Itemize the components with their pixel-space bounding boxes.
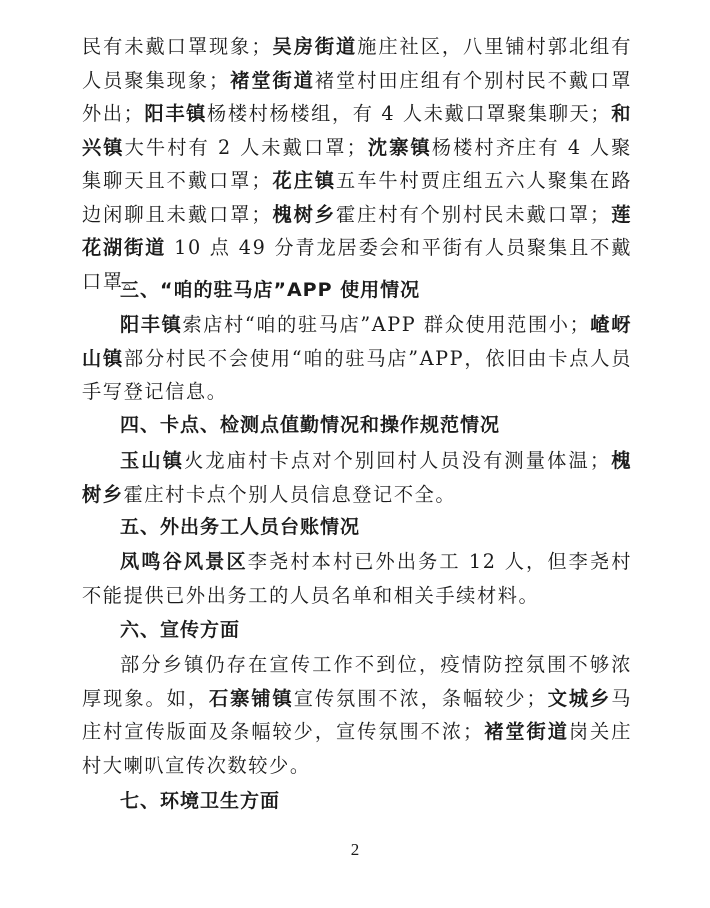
place-name: 凤鸣谷风景区 [120,550,248,573]
paragraph-publicity [82,648,632,782]
body-text: 宣传氛围不浓，条幅较少； [293,686,548,710]
place-name: 玉山镇 [120,449,185,472]
body-text: 李尧村本村已外出务工 12 人，但李尧村不能提供已外出务工的人员名单和相关手续材料。 [82,550,632,607]
place-name: 嵖岈山镇 [82,313,632,370]
place-name: 阳丰镇 [120,313,183,336]
place-name: 褚堂街道 [483,720,569,743]
place-name: 吴房街道 [272,35,358,58]
paragraph-migrant-workers [82,545,632,612]
body-text: 杨楼村杨楼组，有 4 人未戴口罩聚集聊天； [206,102,612,125]
paragraph-checkpoints [82,444,632,511]
place-name: 沈寨镇 [367,135,432,159]
body-text: 民有未戴口罩现象； [82,35,273,58]
body-text: 褚堂村田庄组有个别村民不戴口罩外出； [82,68,632,125]
place-name: 槐树乡 [82,449,632,506]
body-text: 10 点 49 分青龙居委会和平街有人员聚集且不戴口罩。 [82,236,632,293]
place-name: 石寨铺镇 [209,686,294,710]
section-heading-app-usage: 三、“咱的驻马店”APP 使用情况 [120,279,421,301]
section-heading-migrant-workers: 五、外出务工人员台账情况 [120,516,361,538]
body-text: 部分村民不会使用“咱的驻马店”APP，依旧由卡点人员手写登记信息。 [82,346,632,403]
page-number: 2 [350,840,360,859]
body-text: 杨楼村齐庄有 4 人聚集聊天且不戴口罩； [82,135,632,192]
body-text: 索店村“咱的驻马店”APP 群众使用范围小； [182,313,591,336]
body-text: 施庄社区，八里铺村郭北组有人员聚集现象； [82,35,633,92]
place-name: 和兴镇 [82,102,632,159]
body-text: 部分乡镇仍存在宣传工作不到位，疫情防控氛围不够浓厚现象。如， [82,653,632,710]
body-text: 火龙庙村卡点对个别回村人员没有测量体温； [184,449,611,472]
paragraph-mask-violations [82,30,632,298]
place-name: 阳丰镇 [144,102,207,125]
paragraph-app-usage [82,308,632,409]
section-heading-environment: 七、环境卫生方面 [120,790,281,812]
place-name: 槐树乡 [272,202,337,226]
section-heading-publicity: 六、宣传方面 [120,619,241,641]
body-text: 马庄村宣传版面及条幅较少，宣传氛围不浓； [82,686,632,743]
place-name: 莲花湖街道 [82,202,632,259]
place-name: 文城乡 [547,686,612,710]
place-name: 褚堂街道 [229,68,315,92]
body-text: 霍庄村卡点个别人员信息登记不全。 [123,482,457,506]
body-text: 岗关庄村大喇叭宣传次数较少。 [82,720,632,777]
body-text: 大牛村有 2 人未戴口罩； [124,135,368,159]
place-name: 花庄镇 [272,169,337,192]
section-heading-checkpoints: 四、卡点、检测点值勤情况和操作规范情况 [120,414,501,436]
body-text: 五车牛村贾庄组五六人聚集在路边闲聊且未戴口罩； [82,169,632,226]
body-text: 霍庄村有个别村民未戴口罩； [336,202,611,226]
